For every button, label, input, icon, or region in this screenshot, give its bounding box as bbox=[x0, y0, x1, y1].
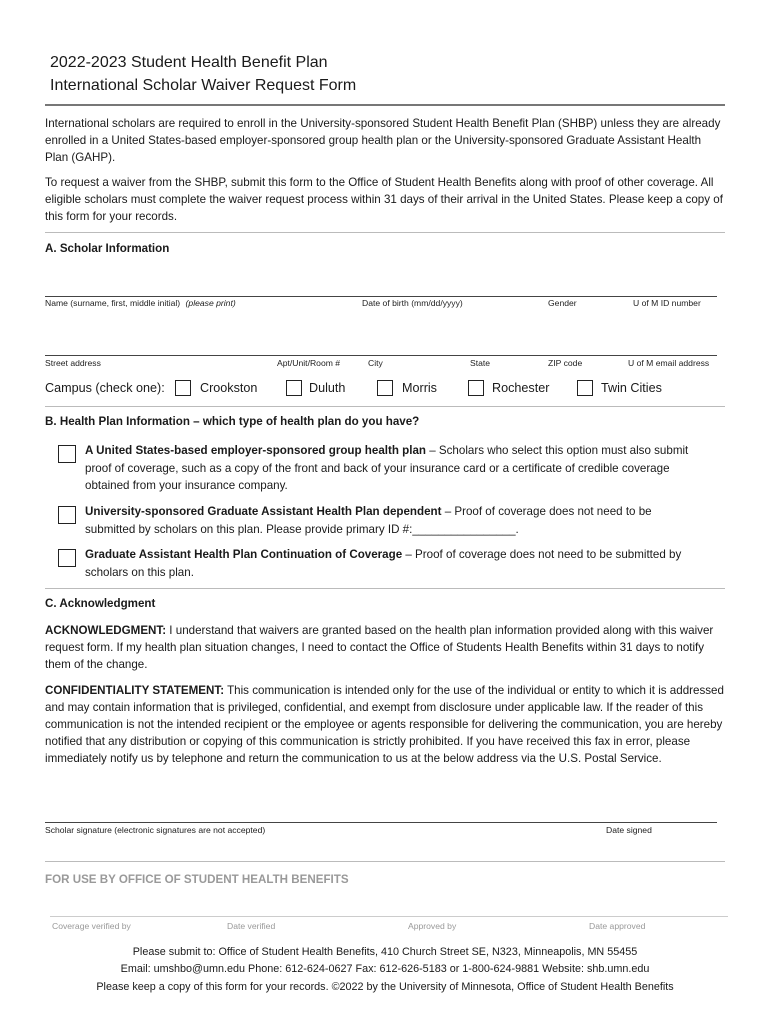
coverage-verified-by-field[interactable]: Coverage verified by bbox=[52, 921, 131, 931]
confidentiality-paragraph bbox=[45, 682, 725, 767]
confidentiality-label: CONFIDENTIALITY STATEMENT: bbox=[45, 684, 225, 697]
confidentiality-text: This communication is intended only for the use of the individual or entity to which it is addressed and may contain information that is privileged, confidential, and exempt from disclosure under applicable law. If the reader of this communication is not the intended recipient or the employee or agents responsible for delivering the communication, you are hereby notified that any distribution or copying of this communication is strictly prohibited. If you have received this fax in error, please immediately notify us by telephone and return the communication to us at the below address via the U.S. Postal Service. bbox=[45, 684, 724, 765]
plan-continuation-checkbox[interactable] bbox=[58, 549, 76, 567]
city-field[interactable]: City bbox=[368, 358, 383, 368]
section-a-heading: A. Scholar Information bbox=[45, 242, 170, 255]
acknowledgment-label: ACKNOWLEDGMENT: bbox=[45, 624, 167, 637]
office-use-heading: FOR USE BY OFFICE OF STUDENT HEALTH BENEFITS bbox=[45, 873, 349, 886]
plan-employer-desc: – Scholars who select this option must also submit bbox=[426, 444, 689, 457]
gender-field[interactable]: Gender bbox=[548, 298, 577, 308]
state-field[interactable]: State bbox=[470, 358, 491, 368]
section-b-heading: B. Health Plan Information – which type of health plan do you have? bbox=[45, 415, 420, 428]
plan-continuation-desc: scholars on this plan. bbox=[85, 565, 194, 579]
date-approved-field[interactable]: Date approved bbox=[589, 921, 646, 931]
campus-option-label: Rochester bbox=[492, 381, 550, 395]
name-note: (please print) bbox=[185, 298, 236, 308]
campus-label: Campus (check one): bbox=[45, 381, 165, 395]
name-label: Name (surname, first, middle initial) bbox=[45, 298, 181, 308]
intro-divider bbox=[45, 232, 725, 233]
section-a-divider bbox=[45, 406, 725, 407]
campus-option-label: Morris bbox=[402, 381, 437, 395]
campus-twin-cities-checkbox[interactable] bbox=[577, 380, 593, 396]
acknowledgment-paragraph bbox=[45, 622, 725, 673]
plan-continuation-text bbox=[85, 546, 725, 581]
section-c-divider bbox=[45, 861, 725, 862]
footer-contact: Email: umshbo@umn.edu Phone: 612-624-0627 Fax: 612-626-5183 or 1-800-624-9881 Website: shb.umn.edu bbox=[120, 963, 650, 975]
plan-employer-title: A United States-based employer-sponsored group health plan bbox=[85, 444, 426, 457]
name-field[interactable] bbox=[45, 298, 236, 308]
zip-field[interactable]: ZIP code bbox=[548, 358, 583, 368]
form-title-line1: 2022-2023 Student Health Benefit Plan bbox=[50, 54, 328, 71]
campus-option-label: Twin Cities bbox=[601, 381, 662, 395]
campus-crookston-checkbox[interactable] bbox=[175, 380, 191, 396]
row2-line bbox=[45, 355, 717, 356]
approved-by-field[interactable]: Approved by bbox=[408, 921, 457, 931]
plan-employer-text bbox=[85, 442, 725, 495]
title-divider bbox=[45, 104, 725, 106]
plan-employer-desc: obtained from your insurance company. bbox=[85, 479, 288, 492]
plan-employer-desc: proof of coverage, such as a copy of the front and back of your insurance card or a certificate of credible coverage bbox=[85, 461, 670, 475]
form-title-line2: International Scholar Waiver Request Form bbox=[50, 77, 357, 94]
dob-field[interactable]: Date of birth (mm/dd/yyyy) bbox=[362, 298, 463, 308]
row1-line bbox=[45, 296, 717, 297]
acknowledgment-text: I understand that waivers are granted based on the health plan information provided along with this waiver request form. If my health plan situation changes, I need to contact the Office of Students Health Benefits within 31 days to notify them of the change. bbox=[45, 624, 714, 671]
footer-copyright: Please keep a copy of this form for your records. ©2022 by the University of Minnesota, Office of Student Health Benefits bbox=[96, 981, 674, 993]
plan-dependent-text bbox=[85, 503, 725, 538]
section-b-divider bbox=[45, 588, 725, 589]
street-field[interactable]: Street address bbox=[45, 358, 101, 368]
campus-option-label: Crookston bbox=[200, 381, 258, 395]
plan-dependent-title: University-sponsored Graduate Assistant Health Plan dependent bbox=[85, 505, 442, 518]
footer-address: Please submit to: Office of Student Health Benefits, 410 Church Street SE, N323, Minneapolis, MN 55455 bbox=[132, 946, 638, 958]
signature-line bbox=[45, 822, 717, 823]
plan-continuation-desc: – Proof of coverage does not need to be submitted by bbox=[402, 548, 682, 561]
intro-paragraph-2: To request a waiver from the SHBP, submit this form to the Office of Student Health Benefits along with proof of other coverage. All eligible scholars must complete the waiver request process within 31 days of their arrival in the United States. Please keep a copy of this form for your records. bbox=[45, 176, 723, 223]
date-verified-field[interactable]: Date verified bbox=[227, 921, 276, 931]
umid-field[interactable]: U of M ID number bbox=[633, 298, 701, 308]
signature-field[interactable]: Scholar signature (electronic signatures are not accepted) bbox=[45, 825, 266, 835]
campus-rochester-checkbox[interactable] bbox=[468, 380, 484, 396]
section-c-heading: C. Acknowledgment bbox=[45, 597, 156, 610]
plan-dependent-checkbox[interactable] bbox=[58, 506, 76, 524]
office-line bbox=[50, 916, 728, 917]
apt-field[interactable]: Apt/Unit/Room # bbox=[277, 358, 341, 368]
plan-dependent-desc: – Proof of coverage does not need to be bbox=[441, 505, 652, 518]
plan-employer-checkbox[interactable] bbox=[58, 445, 76, 463]
plan-continuation-title: Graduate Assistant Health Plan Continuation of Coverage bbox=[85, 548, 403, 561]
plan-dependent-desc: submitted by scholars on this plan. Please provide primary ID #:________________. bbox=[85, 522, 519, 536]
campus-morris-checkbox[interactable] bbox=[377, 380, 393, 396]
email-field[interactable]: U of M email address bbox=[628, 358, 710, 368]
intro-paragraph-1: International scholars are required to enroll in the University-sponsored Student Health Benefit Plan (SHBP) unless they are already enrolled in a United States-based employer-sponsored group health plan or the University-sponsored Graduate Assistant Health Plan (GAHP). bbox=[45, 117, 721, 164]
campus-duluth-checkbox[interactable] bbox=[286, 380, 302, 396]
campus-option-label: Duluth bbox=[309, 381, 346, 395]
date-signed-field[interactable]: Date signed bbox=[606, 825, 652, 835]
